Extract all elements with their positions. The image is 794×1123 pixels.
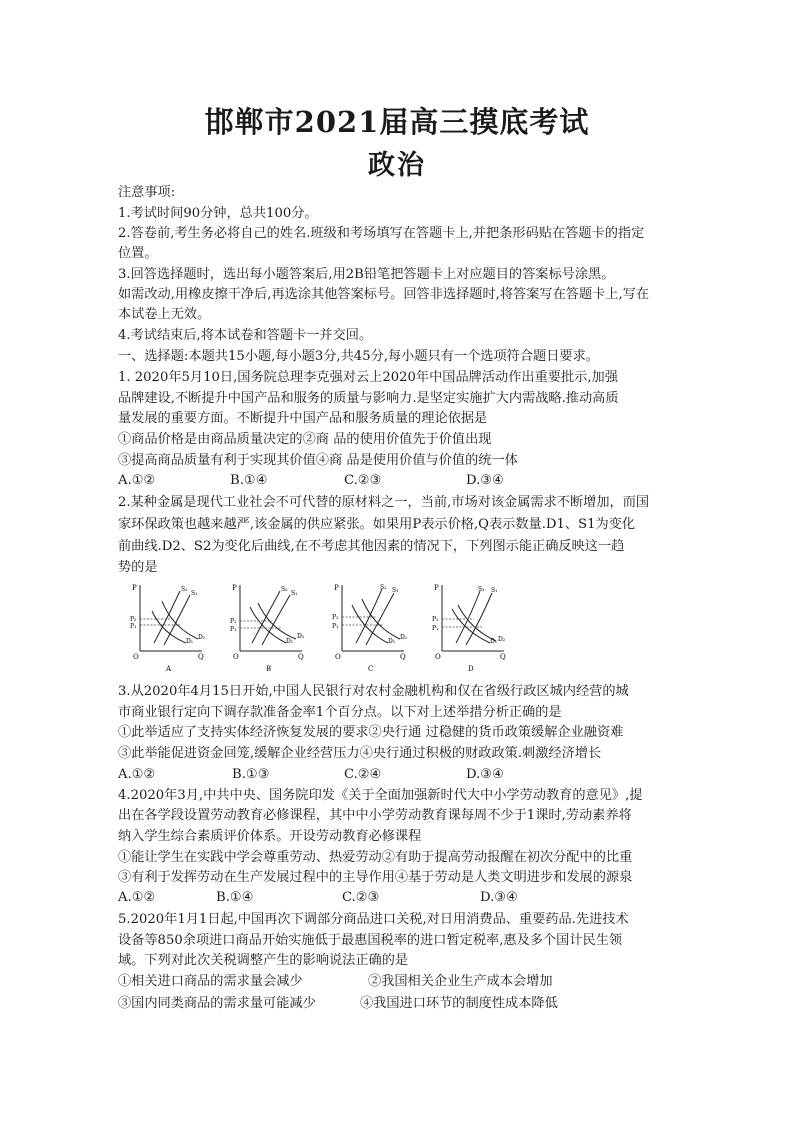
notice-line: 2.答卷前,考生务必将自己的姓名.班级和考场填写在答题卡上,并把条形码贴在答题卡的指定 [118, 226, 645, 241]
q4-option-a: A.①② [118, 890, 156, 905]
curve-label: S₁ [191, 590, 198, 597]
q4-stem-line: 出在各学段设置劳动教育必修课程，其中中小学劳动教育课每周不少于1课时,劳动素养将 [118, 808, 632, 823]
curve-label: S₂ [478, 586, 485, 593]
curve-label: S₁ [491, 587, 498, 594]
notice-line: 位置。 [118, 246, 158, 261]
q3-option-b: B.①③ [232, 767, 270, 782]
axis-q-label: Q [298, 653, 304, 661]
curve-label: S₂ [281, 586, 288, 593]
exam-title: 邯郸市2021届高三摸底考试 [204, 105, 590, 139]
price-label: P₁ [230, 626, 237, 633]
axis-p-label: P [132, 584, 137, 592]
q1-option-a: A.①② [118, 473, 156, 488]
q2-stem-line: 势的是 [118, 560, 158, 575]
price-label: P₁ [130, 623, 137, 630]
q1-statement-line: ③提高商品质量有利于实现其价值④商 品是使用价值与价值的统一体 [118, 453, 518, 468]
curve-label: D₁ [388, 638, 396, 645]
q1-stem-line: 量发展的重要方面。不断提升中国产品和服务质量的理论依据是 [118, 411, 488, 426]
q1-option-c: C.②③ [344, 473, 382, 488]
notice-line: 4.考试结束后,将本试卷和答题卡一并交回。 [118, 328, 373, 343]
q2-stem-line: 家环保政策也越来越严,该金属的供应紧张。如果用P表示价格,Q表示数量.D1、S1为变化 [118, 517, 636, 532]
price-label: P₂ [130, 616, 137, 623]
q4-statement-line: ③有利于发挥劳动在生产发展过程中的主导作用④基于劳动是人类文明进步和发展的源泉 [118, 870, 633, 885]
curve-label: D₂ [400, 634, 408, 641]
graph-label-a: A [166, 665, 172, 673]
curve-label: S₂ [181, 586, 188, 593]
q5-statement-1: ①相关进口商品的需求量会减少 [118, 974, 303, 989]
subject-title: 政治 [368, 150, 426, 181]
q2-graph-c [330, 581, 410, 673]
q5-statement-4: ④我国进口环节的制度性成本降低 [360, 996, 558, 1011]
q3-statement-line: ③此举能促进资金回笼,缓解企业经营压力④央行通过积极的财政政策.刺激经济增长 [118, 746, 602, 761]
axis-p-label: P [334, 584, 339, 592]
q1-stem-line: 1. 2020年5月10日,国务院总理李克强对云上2020年中国品牌活动作出重要批示,加强 [118, 370, 618, 385]
curve-label: D₁ [186, 638, 194, 645]
q4-statement-line: ①能让学生在实践中学会尊重劳动、热爱劳动②有助于提高劳动报醒在初次分配中的比重 [118, 850, 633, 865]
origin-label: O [435, 653, 441, 661]
q5-statement-2: ②我国相关企业生产成本会增加 [368, 974, 553, 989]
curve-label: D₂ [297, 633, 305, 640]
q5-stem-line: 设备等850余项进口商品开始实施低于最惠国税率的进口暂定税率,惠及多个国计民生领 [118, 933, 623, 948]
graph-label-d: D [468, 665, 474, 673]
curve-label: D₁ [286, 638, 294, 645]
q2-stem-line: 前曲线.D2、S2为变化后曲线,在不考虑其他因素的情况下，下列图示能正确反映这一趋 [118, 539, 625, 554]
q1-option-b: B.①④ [230, 473, 268, 488]
notice-line: 本试卷上无效。 [118, 307, 211, 322]
q4-option-b: B.①④ [216, 890, 254, 905]
axis-q-label: Q [400, 653, 406, 661]
axis-q-label: Q [500, 653, 506, 661]
q1-option-d: D.③④ [466, 473, 504, 488]
q1-stem-line: 品牌建设,不断提升中国产品和服务的质量与影响力.是坚定实施扩大内需战略.推动高质 [118, 391, 619, 406]
notice-line: 3.回答选择题时，选出每小题答案后,用2B铅笔把答题卡上对应题目的答案标号涂黑。 [118, 267, 615, 282]
q2-stem-line: 2.某种金属是现代工业社会不可代替的原材料之一，当前,市场对该金属需求不断增加，而国 [118, 495, 650, 510]
q4-option-d: D.③④ [480, 890, 518, 905]
q2-graphs [118, 581, 510, 673]
price-label: P₂ [432, 616, 439, 623]
curve-label: S₁ [291, 590, 298, 597]
curve-label: D₁ [490, 638, 498, 645]
q3-option-d: D.③④ [466, 767, 504, 782]
origin-label: O [133, 653, 139, 661]
notice-line: 1.考试时间90分钟，总共100分。 [118, 206, 318, 221]
axis-p-label: P [434, 584, 439, 592]
axis-q-label: Q [198, 653, 204, 661]
q2-graph-d [430, 581, 510, 673]
curve-label: D₂ [198, 634, 206, 641]
graph-label-b: B [266, 665, 272, 673]
q5-stem-line: 域。下列对此次关税调整产生的影响说法正确的是 [118, 953, 409, 968]
q3-stem-line: 3.从2020年4月15日开始,中国人民银行对农村金融机构和仅在省级行政区城内经营的城 [118, 684, 629, 699]
q5-stem-line: 5.2020年1月1日起,中国再次下调部分商品进口关税,对日用消费品、重要药品.先进技术 [118, 912, 629, 927]
notice-heading: 注意事项: [118, 185, 176, 200]
notice-line: 如需改动,用橡皮擦干净后,再选涂其他答案标号。回答非选择题时,将答案写在答题卡上,写在 [118, 287, 650, 302]
graph-label-c: C [368, 665, 374, 673]
q1-statement-line: ①商品价格是由商品质量决定的②商 品的使用价值先于价值出现 [118, 432, 492, 447]
curve-label: S₂ [380, 584, 387, 591]
q2-graph-b [228, 581, 308, 673]
q3-option-c: C.②④ [344, 767, 382, 782]
q3-option-a: A.①② [118, 767, 156, 782]
origin-label: O [233, 653, 239, 661]
q4-option-c: C.②③ [342, 890, 380, 905]
q5-statement-3: ③国内同类商品的需求量可能减少 [118, 996, 316, 1011]
axis-p-label: P [232, 584, 237, 592]
price-label: P₁ [332, 623, 339, 630]
price-label: P₂ [230, 618, 237, 625]
curve-label: D₂ [498, 636, 506, 643]
q4-stem-line: 4.2020年3月,中共中央、国务院印发《关于全面加强新时代大中小学劳动教育的意见》,提 [118, 788, 643, 803]
price-label: P₂ [332, 614, 339, 621]
q3-statement-line: ①此举适应了支持实体经济恢复发展的要求②央行通 过稳健的货币政策缓解企业融资难 [118, 725, 624, 740]
price-label: P₁ [432, 625, 439, 632]
q4-stem-line: 纳入学生综合素质评价体系。开设劳动教育必修课程 [118, 829, 422, 844]
q3-stem-line: 市商业银行定向下调存款准备金率1个百分点。以下对上述举措分析正确的是 [118, 705, 562, 720]
curve-label: S₁ [392, 587, 399, 594]
section-heading: 一、选择题:本题共15小题,每小题3分,共45分,每小题只有一个选项符合题日要求。 [118, 349, 599, 364]
origin-label: O [335, 653, 341, 661]
q2-graph-a [128, 581, 208, 673]
